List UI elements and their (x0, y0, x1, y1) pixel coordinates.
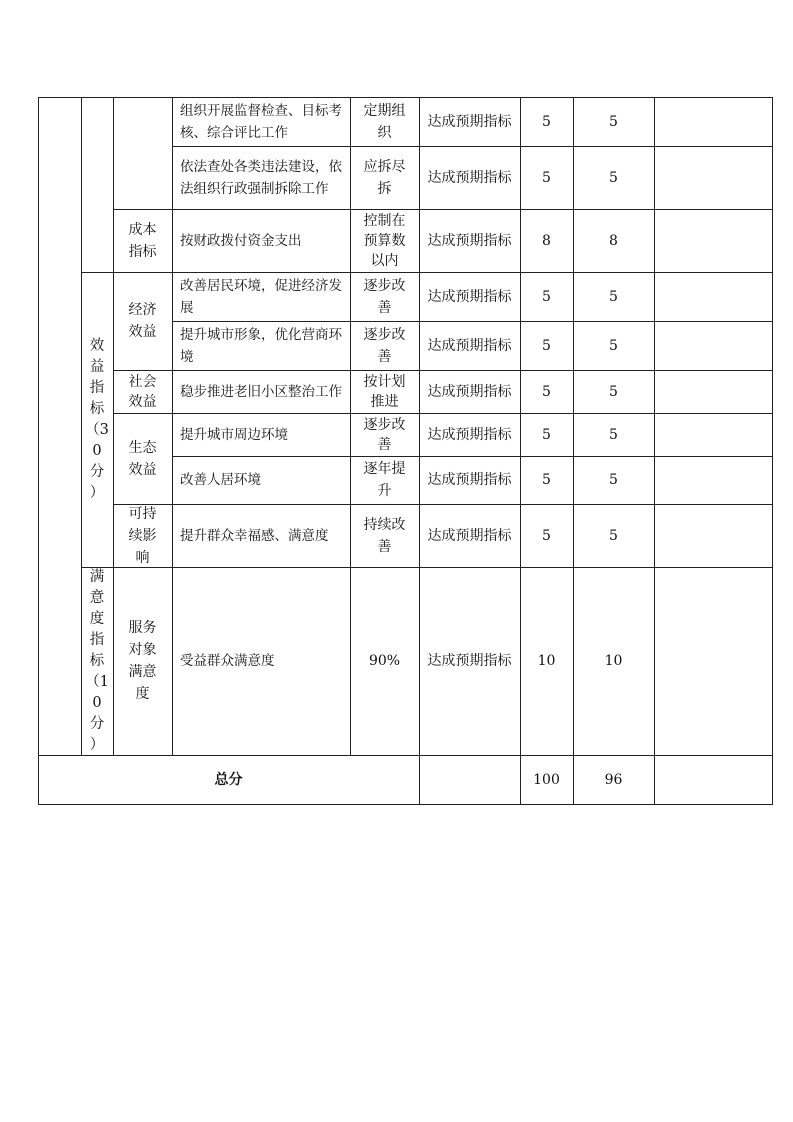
result-cell (419, 504, 520, 567)
weight-cell (520, 413, 573, 456)
weight-text: 5 (542, 288, 551, 305)
indicator-text: 稳步推进老旧小区整治工作 (180, 383, 342, 400)
score-cell (573, 97, 654, 146)
indicator-text: 提升城市周边环境 (180, 426, 288, 443)
weight-text: 5 (542, 527, 551, 544)
sub-cell-service (113, 567, 172, 755)
weight-cell (520, 321, 573, 370)
sub-cell-cost (113, 209, 172, 272)
total-weight: 100 (533, 771, 560, 788)
weight-cell (520, 370, 573, 413)
table-border-bottom (38, 804, 773, 805)
result-text: 达成预期指标 (427, 113, 512, 130)
sub-text: 成本指标 (128, 221, 157, 260)
score-text: 5 (609, 426, 618, 443)
indicator-text: 改善居民环境，促进经济发展 (180, 277, 342, 316)
score-cell (573, 146, 654, 209)
total-label: 总分 (214, 771, 243, 788)
indicator-cell (172, 209, 350, 272)
target-text: 控制在预算数以内 (363, 212, 406, 269)
indicator-text: 提升群众幸福感、满意度 (180, 527, 329, 544)
weight-text: 8 (542, 232, 551, 249)
sub-cell-economic (113, 272, 172, 370)
weight-text: 5 (542, 169, 551, 186)
score-cell (573, 567, 654, 755)
indicator-text: 提升城市形象，优化营商环境 (180, 326, 342, 365)
result-text: 达成预期指标 (427, 472, 512, 488)
target-text: 持续改善 (363, 516, 406, 555)
total-score-cell (573, 755, 654, 804)
weight-cell (520, 272, 573, 321)
target-text: 定期组织 (363, 102, 406, 141)
target-cell (350, 370, 419, 413)
score-text: 5 (609, 472, 618, 488)
sub-cell-sustainable (113, 504, 172, 567)
result-text: 达成预期指标 (427, 653, 512, 669)
sub-cell-social (113, 370, 172, 413)
score-text: 8 (609, 232, 618, 249)
indicator-cell (172, 272, 350, 321)
table-border-left (38, 97, 39, 805)
sub-text: 服务对象满意度 (128, 620, 157, 702)
indicator-cell (172, 413, 350, 456)
result-cell (419, 413, 520, 456)
score-text: 5 (609, 527, 618, 544)
category-cell-benefit: 效 益 指 标 （3 0 分 ） (85, 337, 109, 501)
result-text: 达成预期指标 (427, 337, 512, 354)
indicator-cell (172, 146, 350, 209)
sub-text: 生态效益 (128, 439, 157, 478)
weight-text: 5 (542, 426, 551, 443)
result-text: 达成预期指标 (427, 232, 512, 249)
weight-text: 5 (542, 472, 551, 488)
sub-text: 社会效益 (128, 373, 157, 410)
total-score: 96 (604, 771, 623, 788)
result-cell (419, 567, 520, 755)
indicator-text: 按财政拨付资金支出 (180, 232, 302, 249)
score-text: 5 (609, 288, 618, 305)
score-text: 5 (609, 113, 618, 130)
result-cell (419, 209, 520, 272)
weight-cell (520, 146, 573, 209)
indicator-cell (172, 97, 350, 146)
total-weight-cell (520, 755, 573, 804)
indicator-cell (172, 456, 350, 504)
target-cell (350, 97, 419, 146)
target-text: 90% (368, 653, 401, 669)
weight-cell (520, 209, 573, 272)
target-cell (350, 413, 419, 456)
result-cell (419, 456, 520, 504)
table-border-right (772, 97, 773, 805)
result-text: 达成预期指标 (427, 288, 512, 305)
indicator-cell (172, 504, 350, 567)
score-cell (573, 456, 654, 504)
result-cell (419, 272, 520, 321)
result-cell (419, 370, 520, 413)
result-cell (419, 321, 520, 370)
indicator-text: 组织开展监督检查、目标考核、综合评比工作 (180, 102, 342, 141)
result-cell (419, 97, 520, 146)
result-cell (419, 146, 520, 209)
indicator-text: 依法查处各类违法建设，依法组织行政强制拆除工作 (180, 158, 342, 197)
weight-text: 10 (537, 653, 556, 669)
score-text: 10 (604, 653, 623, 669)
weight-cell (520, 504, 573, 567)
score-cell (573, 321, 654, 370)
target-cell (350, 321, 419, 370)
target-text: 逐年提升 (363, 461, 406, 499)
sub-text: 可持续影响 (128, 505, 157, 566)
target-cell (350, 567, 419, 755)
target-text: 按计划推进 (363, 373, 406, 410)
score-cell (573, 413, 654, 456)
score-cell (573, 272, 654, 321)
result-text: 达成预期指标 (427, 383, 512, 400)
score-cell (573, 370, 654, 413)
weight-text: 5 (542, 113, 551, 130)
indicator-cell (172, 370, 350, 413)
result-text: 达成预期指标 (427, 169, 512, 186)
column-divider (654, 97, 655, 805)
target-text: 逐步改善 (363, 326, 406, 365)
total-label-cell (38, 755, 419, 804)
target-cell (350, 456, 419, 504)
score-cell (573, 209, 654, 272)
target-text: 应拆尽拆 (363, 158, 406, 197)
target-cell (350, 146, 419, 209)
score-cell (573, 504, 654, 567)
weight-cell (520, 97, 573, 146)
weight-cell (520, 456, 573, 504)
indicator-text: 改善人居环境 (180, 472, 261, 488)
target-text: 逐步改善 (363, 277, 406, 316)
indicator-cell (172, 321, 350, 370)
target-text: 逐步改善 (363, 416, 406, 453)
category-cell-satisfaction: 满 意 度 指 标 （1 0 分 ） (85, 568, 109, 753)
target-cell (350, 504, 419, 567)
target-cell (350, 272, 419, 321)
weight-text: 5 (542, 337, 551, 354)
score-text: 5 (609, 383, 618, 400)
weight-text: 5 (542, 383, 551, 400)
sub-cell-ecological (113, 413, 172, 504)
target-cell (350, 209, 419, 272)
result-text: 达成预期指标 (427, 426, 512, 443)
result-text: 达成预期指标 (427, 527, 512, 544)
score-text: 5 (609, 169, 618, 186)
weight-cell (520, 567, 573, 755)
indicator-cell (172, 567, 350, 755)
indicator-text: 受益群众满意度 (180, 653, 275, 669)
score-text: 5 (609, 337, 618, 354)
sub-text: 经济效益 (128, 302, 157, 340)
